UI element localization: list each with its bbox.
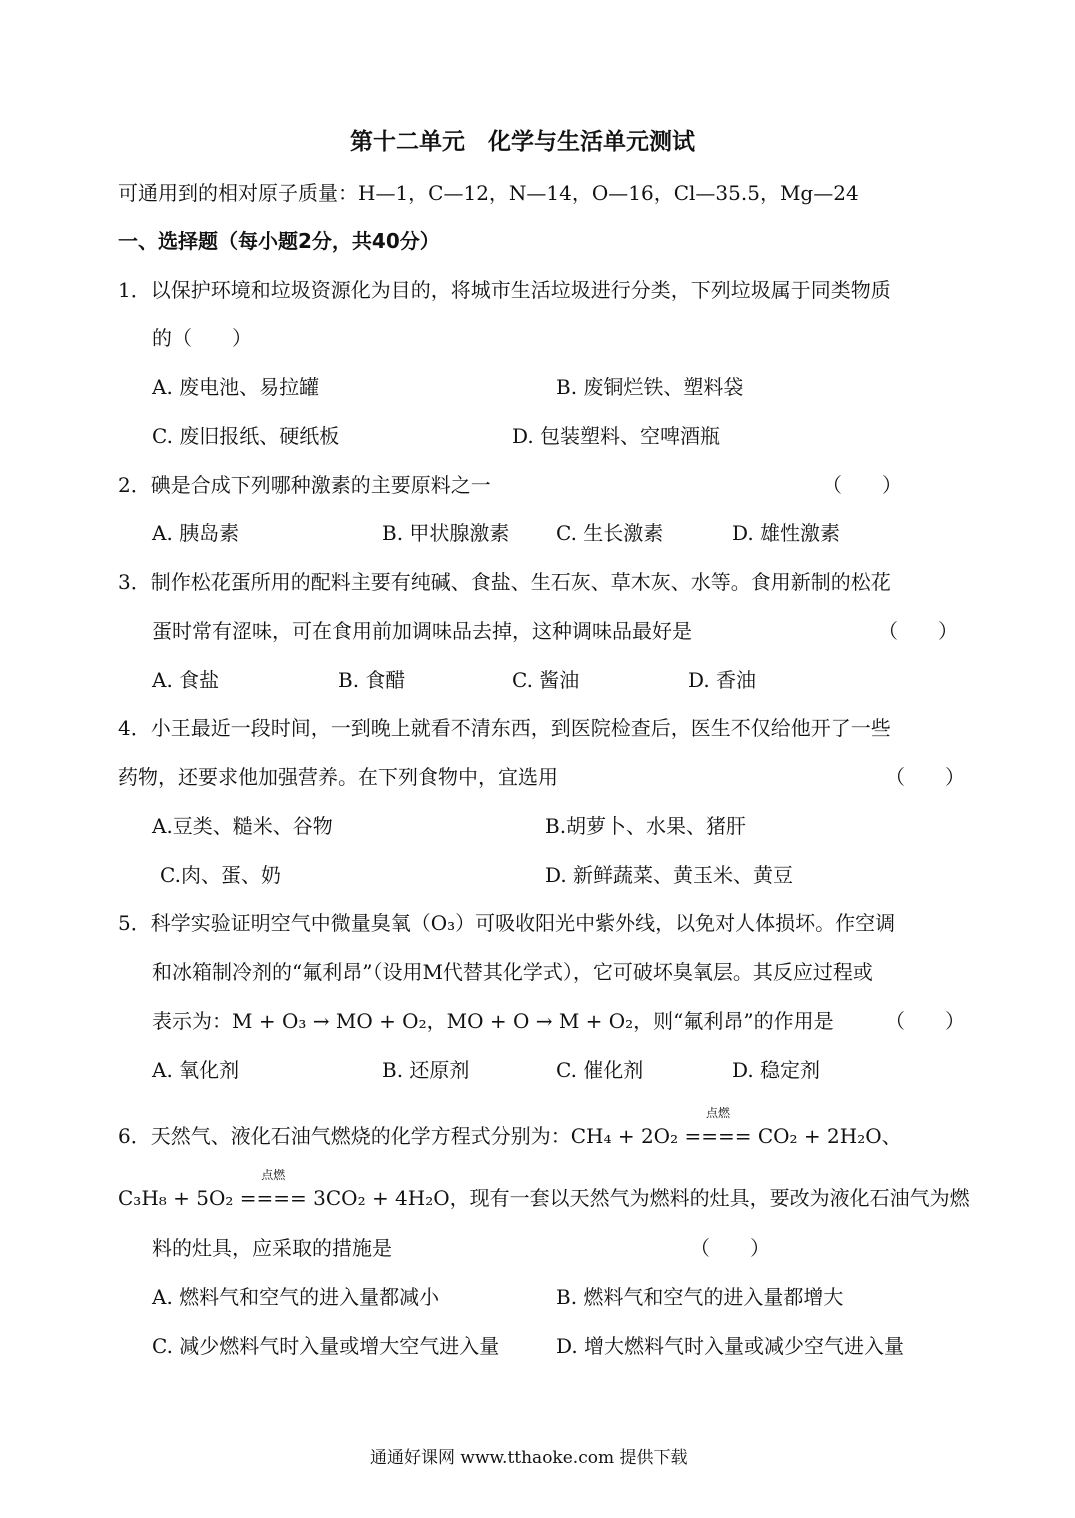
- option-a: A. 胰岛素: [152, 521, 240, 545]
- question-text: 和冰箱制冷剂的“氟利昂”（设用M代替其化学式），它可破坏臭氧层。其反应过程或: [152, 960, 873, 984]
- question-text: 3．制作松花蛋所用的配料主要有纯碱、食盐、生石灰、草木灰、水等。食用新制的松花: [118, 570, 891, 594]
- option-a: A. 废电池、易拉罐: [152, 375, 320, 399]
- answer-blank: （ ）: [885, 765, 965, 789]
- option-a: A. 食盐: [152, 668, 220, 692]
- reaction-arrow: [239, 1168, 307, 1210]
- arrow-symbol: ====: [684, 1124, 752, 1148]
- question-text: 6．天然气、液化石油气燃烧的化学方程式分别为：CH₄ + 2O₂: [118, 1124, 685, 1148]
- question-text: C₃H₈ + 5O₂: [118, 1186, 240, 1210]
- reaction-condition: 点燃: [261, 1168, 286, 1182]
- option-c: C. 酱油: [512, 668, 580, 692]
- option-a: A. 燃料气和空气的进入量都减小: [152, 1285, 440, 1309]
- option-d: D. 包装塑料、空啤酒瓶: [512, 424, 721, 448]
- reaction-arrow: [684, 1106, 752, 1148]
- question-text: 2．碘是合成下列哪种激素的主要原料之一: [118, 473, 491, 497]
- question-text: 1．以保护环境和垃圾资源化为目的，将城市生活垃圾进行分类，下列垃圾属于同类物质: [118, 278, 891, 302]
- question-text: 的（ ）: [152, 326, 252, 350]
- option-b: B. 燃料气和空气的进入量都增大: [556, 1285, 844, 1309]
- question-text: 料的灶具，应采取的措施是: [152, 1236, 392, 1260]
- option-b: B. 甲状腺激素: [382, 521, 510, 545]
- atomic-mass-line: 可通用到的相对原子质量：H—1，C—12，N—14，O—16，Cl—35.5，Mg—24: [118, 181, 859, 205]
- question-text: CO₂ + 2H₂O、: [751, 1124, 902, 1148]
- answer-blank: （ ）: [885, 1009, 965, 1033]
- equation-line: [118, 1106, 902, 1148]
- question-text: 4．小王最近一段时间，一到晚上就看不清东西，到医院检查后，医生不仅给他开了一些: [118, 716, 891, 740]
- question-text: 5．科学实验证明空气中微量臭氧（O₃）可吸收阳光中紫外线，以免对人体损坏。作空调: [118, 911, 896, 935]
- page-title: 第十二单元 化学与生活单元测试: [350, 129, 695, 155]
- equation-line: [118, 1168, 970, 1210]
- question-text: 蛋时常有涩味，可在食用前加调味品去掉，这种调味品最好是: [152, 619, 692, 643]
- option-a: A.豆类、糙米、谷物: [152, 814, 333, 838]
- option-b: B.胡萝卜、水果、猪肝: [545, 814, 747, 838]
- option-c: C.肉、蛋、奶: [160, 863, 281, 887]
- option-b: B. 废铜烂铁、塑料袋: [556, 375, 744, 399]
- question-text: 药物，还要求他加强营养。在下列食物中，宜选用: [118, 765, 558, 789]
- answer-blank: （ ）: [878, 619, 958, 643]
- option-d: D. 香油: [688, 668, 757, 692]
- option-d: D. 增大燃料气时入量或减少空气进入量: [556, 1334, 905, 1358]
- answer-blank: （ ）: [822, 473, 902, 497]
- option-b: B. 还原剂: [382, 1058, 470, 1082]
- answer-blank: （ ）: [690, 1236, 770, 1260]
- option-c: C. 生长激素: [556, 521, 664, 545]
- page-footer: 通通好课网 www.tthaoke.com 提供下载: [370, 1448, 688, 1468]
- arrow-symbol: ====: [239, 1186, 307, 1210]
- option-b: B. 食醋: [338, 668, 406, 692]
- option-a: A. 氧化剂: [152, 1058, 240, 1082]
- question-text: 表示为：M + O₃ → MO + O₂，MO + O → M + O₂，则“氟利昂”的作用是: [152, 1009, 834, 1033]
- option-d: D. 新鲜蔬菜、黄玉米、黄豆: [545, 863, 794, 887]
- option-c: C. 催化剂: [556, 1058, 644, 1082]
- option-d: D. 雄性激素: [732, 521, 841, 545]
- reaction-condition: 点燃: [705, 1106, 730, 1120]
- question-text: 3CO₂ + 4H₂O，现有一套以天然气为燃料的灶具，要改为液化石油气为燃: [306, 1186, 970, 1210]
- option-c: C. 减少燃料气时入量或增大空气进入量: [152, 1334, 500, 1358]
- section-heading: 一、选择题（每小题2分，共40分）: [118, 229, 440, 253]
- option-d: D. 稳定剂: [732, 1058, 821, 1082]
- option-c: C. 废旧报纸、硬纸板: [152, 424, 340, 448]
